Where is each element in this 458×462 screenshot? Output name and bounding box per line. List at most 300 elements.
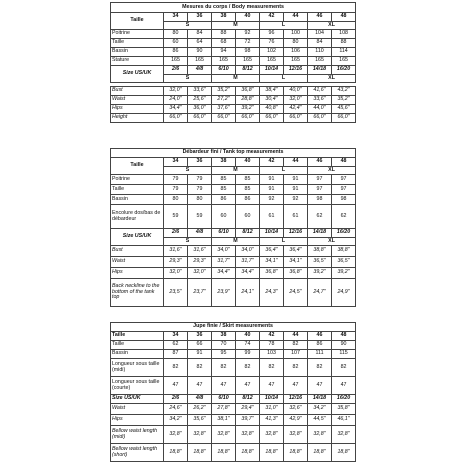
size-group: M [212,167,260,175]
cell: 85 [212,175,236,185]
size-group: L [260,167,308,175]
cell: 47 [308,377,332,395]
row-label: Longueur sous taille (courte) [111,377,164,395]
cell: 66 [188,341,212,350]
row-label: Hips [111,415,164,426]
cell: 47 [188,377,212,395]
cell: 18,8" [332,444,356,462]
table-row [111,377,356,395]
cell: 32,0" [164,87,188,96]
cell: 60 [212,205,236,229]
size-group: M [212,22,260,30]
row-label: Stature [111,57,164,66]
cell: 41,6" [308,87,332,96]
table-row [111,246,356,257]
cell: 32,8" [260,426,284,444]
size-header: 38 [212,332,236,341]
tank-top-block [110,148,355,307]
cell: 111 [308,350,332,359]
cell: 27,2" [212,96,236,105]
us-size-header: 10/14 [260,66,284,75]
size-header: 48 [332,332,356,341]
cell: 82 [284,341,308,350]
cell: 31,0" [260,404,284,415]
cell: 32,0" [164,268,188,279]
table-row [111,404,356,415]
table-title: Mesures du corps / Body measurements [111,3,356,13]
cell: 29,3" [164,257,188,268]
row-label: Hips [111,268,164,279]
size-header: 46 [308,158,332,167]
cell: 39,2" [308,268,332,279]
cell: 165 [284,57,308,66]
cell: 36,8" [236,87,260,96]
us-size-label: Size US/UK [111,395,164,404]
cell: 86 [212,195,236,205]
cell: 102 [260,48,284,57]
size-header: 44 [284,158,308,167]
row-label: Height [111,114,164,123]
cell: 30,4" [260,96,284,105]
cell: 91 [260,175,284,185]
cell: 18,8" [284,444,308,462]
cell: 32,6" [284,404,308,415]
cell: 39,2" [332,268,356,279]
size-group: L [260,238,308,246]
table-row [111,268,356,279]
cell: 47 [164,377,188,395]
cell: 43,2" [332,87,356,96]
cell: 60 [236,205,260,229]
table-row [111,175,356,185]
us-size-header: 14/18 [308,395,332,404]
cell: 34,2" [308,404,332,415]
size-header: 34 [164,158,188,167]
row-label: Longueur sous taille (midi) [111,359,164,377]
row-label: Bust [111,87,164,96]
cell: 44,0" [308,105,332,114]
cell: 18,8" [188,444,212,462]
us-size-header: 12/16 [284,229,308,238]
cell: 26,2" [188,404,212,415]
row-label: Poitrine [111,175,164,185]
row-label: Waist [111,257,164,268]
cell: 36,4" [260,246,284,257]
size-header: 46 [308,13,332,22]
cell: 25,6" [188,96,212,105]
cell: 82 [212,359,236,377]
cell: 90 [188,48,212,57]
cell: 91 [188,350,212,359]
cell: 87 [164,350,188,359]
cell: 97 [332,175,356,185]
size-group: S [164,22,212,30]
cell: 85 [236,185,260,195]
cell: 82 [332,359,356,377]
cell: 98 [332,195,356,205]
cell: 61 [260,205,284,229]
size-header: 36 [188,158,212,167]
size-group: S [164,75,212,83]
cell: 97 [332,185,356,195]
cell: 96 [260,30,284,39]
cell: 18,8" [260,444,284,462]
cell: 91 [284,185,308,195]
cell: 92 [236,30,260,39]
us-size-header: 10/14 [260,395,284,404]
cell: 36,5" [332,257,356,268]
cell: 94 [212,48,236,57]
us-size-header: 14/18 [308,229,332,238]
size-group: L [260,22,308,30]
cell: 32,8" [284,426,308,444]
row-label: Bassin [111,350,164,359]
cell: 64 [188,39,212,48]
size-header: 36 [188,332,212,341]
cell: 32,8" [236,426,260,444]
cell: 18,8" [164,444,188,462]
cell: 42,4" [284,105,308,114]
table-title: Jupe finie / Skirt measurements [111,323,356,332]
cell: 68 [212,39,236,48]
cell: 60 [164,39,188,48]
cell: 45,6" [332,105,356,114]
cell: 34,0" [236,246,260,257]
cell: 66,0" [212,114,236,123]
cell: 66,0" [188,114,212,123]
size-header: 36 [188,13,212,22]
cell: 98 [308,195,332,205]
cell: 91 [284,175,308,185]
table-row [111,39,356,48]
us-size-header: 12/16 [284,66,308,75]
cell: 62 [164,341,188,350]
cell: 38,8" [308,246,332,257]
cell: 33,6" [308,96,332,105]
cell: 110 [308,48,332,57]
cell: 82 [236,359,260,377]
table-row [111,57,356,66]
cell: 59 [188,205,212,229]
cell: 91 [260,185,284,195]
cell: 79 [188,175,212,185]
size-group: L [260,75,308,83]
row-label: Encolure dos/bas de débardeur [111,205,164,229]
us-size-header: 4/8 [188,229,212,238]
us-size-header: 16/20 [332,66,356,75]
size-header: 44 [284,13,308,22]
size-header: 38 [212,13,236,22]
cell: 39,2" [236,105,260,114]
cell: 42,9" [284,415,308,426]
cell: 66,0" [164,114,188,123]
us-size-label: Size US/UK [111,66,164,83]
cell: 24,7" [308,279,332,307]
cell: 95 [212,350,236,359]
cell: 74 [236,341,260,350]
table-row [111,48,356,57]
us-size-header: 8/12 [236,66,260,75]
cell: 66,0" [236,114,260,123]
us-size-header: 14/18 [308,66,332,75]
cell: 82 [164,359,188,377]
cell: 36,4" [284,246,308,257]
table-row [111,350,356,359]
size-header: 40 [236,158,260,167]
cell: 80 [284,39,308,48]
table-row [111,359,356,377]
cell: 27,8" [212,404,236,415]
us-size-header: 2/6 [164,229,188,238]
table-row [111,415,356,426]
cell: 70 [212,341,236,350]
cell: 76 [260,39,284,48]
cell: 34,4" [236,268,260,279]
cell: 32,8" [212,426,236,444]
cell: 108 [332,30,356,39]
body-measurements-block [110,2,355,123]
size-group: M [212,75,260,83]
cell: 35,6" [188,415,212,426]
cell: 88 [332,39,356,48]
us-size-header: 12/16 [284,395,308,404]
cell: 37,6" [212,105,236,114]
cell: 34,1" [260,257,284,268]
cell: 165 [212,57,236,66]
cell: 114 [332,48,356,57]
cell: 44,5" [308,415,332,426]
cell: 29,4" [236,404,260,415]
cell: 82 [188,359,212,377]
us-size-header: 2/6 [164,66,188,75]
cell: 18,8" [212,444,236,462]
size-group: XL [308,22,356,30]
table-row [111,105,356,114]
cell: 35,2" [332,96,356,105]
cell: 31,6" [164,246,188,257]
cell: 32,0" [188,268,212,279]
row-label: Bassin [111,195,164,205]
cell: 79 [164,175,188,185]
cell: 92 [284,195,308,205]
cell: 35,8" [332,404,356,415]
cell: 36,8" [284,268,308,279]
size-header: 48 [332,13,356,22]
size-group: XL [308,75,356,83]
size-header: 40 [236,332,260,341]
cell: 32,8" [164,426,188,444]
cell: 23,7" [188,279,212,307]
cell: 80 [164,30,188,39]
size-header: 42 [260,13,284,22]
skirt-table [110,322,356,462]
cell: 18,8" [308,444,332,462]
cell: 165 [164,57,188,66]
cell: 90 [332,341,356,350]
cell: 39,7" [236,415,260,426]
cell: 165 [332,57,356,66]
cell: 28,8" [236,96,260,105]
row-label: Poitrine [111,30,164,39]
cell: 47 [332,377,356,395]
cell: 165 [236,57,260,66]
cell: 47 [260,377,284,395]
cell: 32,0" [284,96,308,105]
table-title: Débardeur fini / Tank top measurements [111,149,356,158]
cell: 85 [236,175,260,185]
row-label: Back neckline to the bottom of the tank top [111,279,164,307]
cell: 34,1" [284,257,308,268]
cell: 86 [236,195,260,205]
cell: 72 [236,39,260,48]
row-label: Bellow waist length (midi) [111,426,164,444]
table-row [111,279,356,307]
cell: 79 [188,185,212,195]
cell: 47 [284,377,308,395]
size-header: 34 [164,332,188,341]
cell: 33,6" [188,87,212,96]
cell: 32,8" [332,426,356,444]
cell: 34,0" [212,246,236,257]
cell: 88 [212,30,236,39]
us-size-header: 2/6 [164,395,188,404]
size-header: 40 [236,13,260,22]
cell: 61 [284,205,308,229]
cell: 32,8" [188,426,212,444]
cell: 34,4" [164,105,188,114]
cell: 84 [188,30,212,39]
cell: 23,9" [212,279,236,307]
table-row [111,426,356,444]
cell: 34,2" [164,415,188,426]
us-size-header: 8/12 [236,395,260,404]
cell: 36,0" [188,105,212,114]
cell: 40,0" [284,87,308,96]
cell: 165 [308,57,332,66]
cell: 24,0" [164,96,188,105]
us-size-header: 10/14 [260,229,284,238]
table-row [111,341,356,350]
cell: 165 [260,57,284,66]
cell: 36,5" [308,257,332,268]
cell: 79 [164,185,188,195]
cell: 31,7" [212,257,236,268]
cell: 103 [260,350,284,359]
cell: 66,0" [308,114,332,123]
cell: 85 [212,185,236,195]
cell: 32,8" [308,426,332,444]
row-label: Bellow waist length (short) [111,444,164,462]
us-size-header: 6/10 [212,229,236,238]
table-row [111,205,356,229]
cell: 34,4" [212,268,236,279]
row-label: Bust [111,246,164,257]
cell: 106 [284,48,308,57]
size-group: S [164,238,212,246]
cell: 66,0" [260,114,284,123]
cell: 107 [284,350,308,359]
cell: 82 [260,359,284,377]
cell: 18,8" [236,444,260,462]
us-size-header: 16/20 [332,229,356,238]
us-size-header: 8/12 [236,229,260,238]
tank-top-table [110,148,356,307]
us-size-label: Size US/UK [111,229,164,246]
cell: 62 [332,205,356,229]
size-label: Taille [111,13,164,30]
cell: 31,7" [236,257,260,268]
cell: 165 [188,57,212,66]
cell: 86 [308,341,332,350]
cell: 92 [260,195,284,205]
table-row [111,96,356,105]
cell: 40,8" [260,105,284,114]
cell: 97 [308,185,332,195]
size-label: Taille [111,332,164,341]
size-header: 42 [260,332,284,341]
body-measurements-table [110,2,356,123]
cell: 38,4" [260,87,284,96]
us-size-header: 4/8 [188,395,212,404]
table-row [111,114,356,123]
cell: 66,0" [332,114,356,123]
table-row [111,195,356,205]
cell: 82 [284,359,308,377]
table-row [111,87,356,96]
row-label: Hips [111,105,164,114]
size-header: 46 [308,332,332,341]
size-header: 44 [284,332,308,341]
cell: 66,0" [284,114,308,123]
cell: 24,1" [236,279,260,307]
cell: 59 [164,205,188,229]
cell: 97 [308,175,332,185]
cell: 24,6" [164,404,188,415]
cell: 80 [164,195,188,205]
cell: 46,1" [332,415,356,426]
cell: 62 [308,205,332,229]
cell: 47 [212,377,236,395]
us-size-header: 4/8 [188,66,212,75]
cell: 99 [236,350,260,359]
cell: 80 [188,195,212,205]
us-size-header: 6/10 [212,66,236,75]
cell: 38,8" [332,246,356,257]
table-row [111,185,356,195]
size-group: M [212,238,260,246]
cell: 31,6" [188,246,212,257]
size-header: 38 [212,158,236,167]
us-size-header: 16/20 [332,395,356,404]
cell: 24,5" [284,279,308,307]
cell: 38,1" [212,415,236,426]
size-header: 48 [332,158,356,167]
cell: 23,5" [164,279,188,307]
cell: 29,3" [188,257,212,268]
size-label: Taille [111,158,164,175]
cell: 35,2" [212,87,236,96]
cell: 24,3" [260,279,284,307]
size-group: S [164,167,212,175]
cell: 104 [308,30,332,39]
row-label: Waist [111,404,164,415]
row-label: Taille [111,341,164,350]
size-group: XL [308,167,356,175]
us-size-header: 6/10 [212,395,236,404]
cell: 24,9" [332,279,356,307]
row-label: Bassin [111,48,164,57]
cell: 98 [236,48,260,57]
